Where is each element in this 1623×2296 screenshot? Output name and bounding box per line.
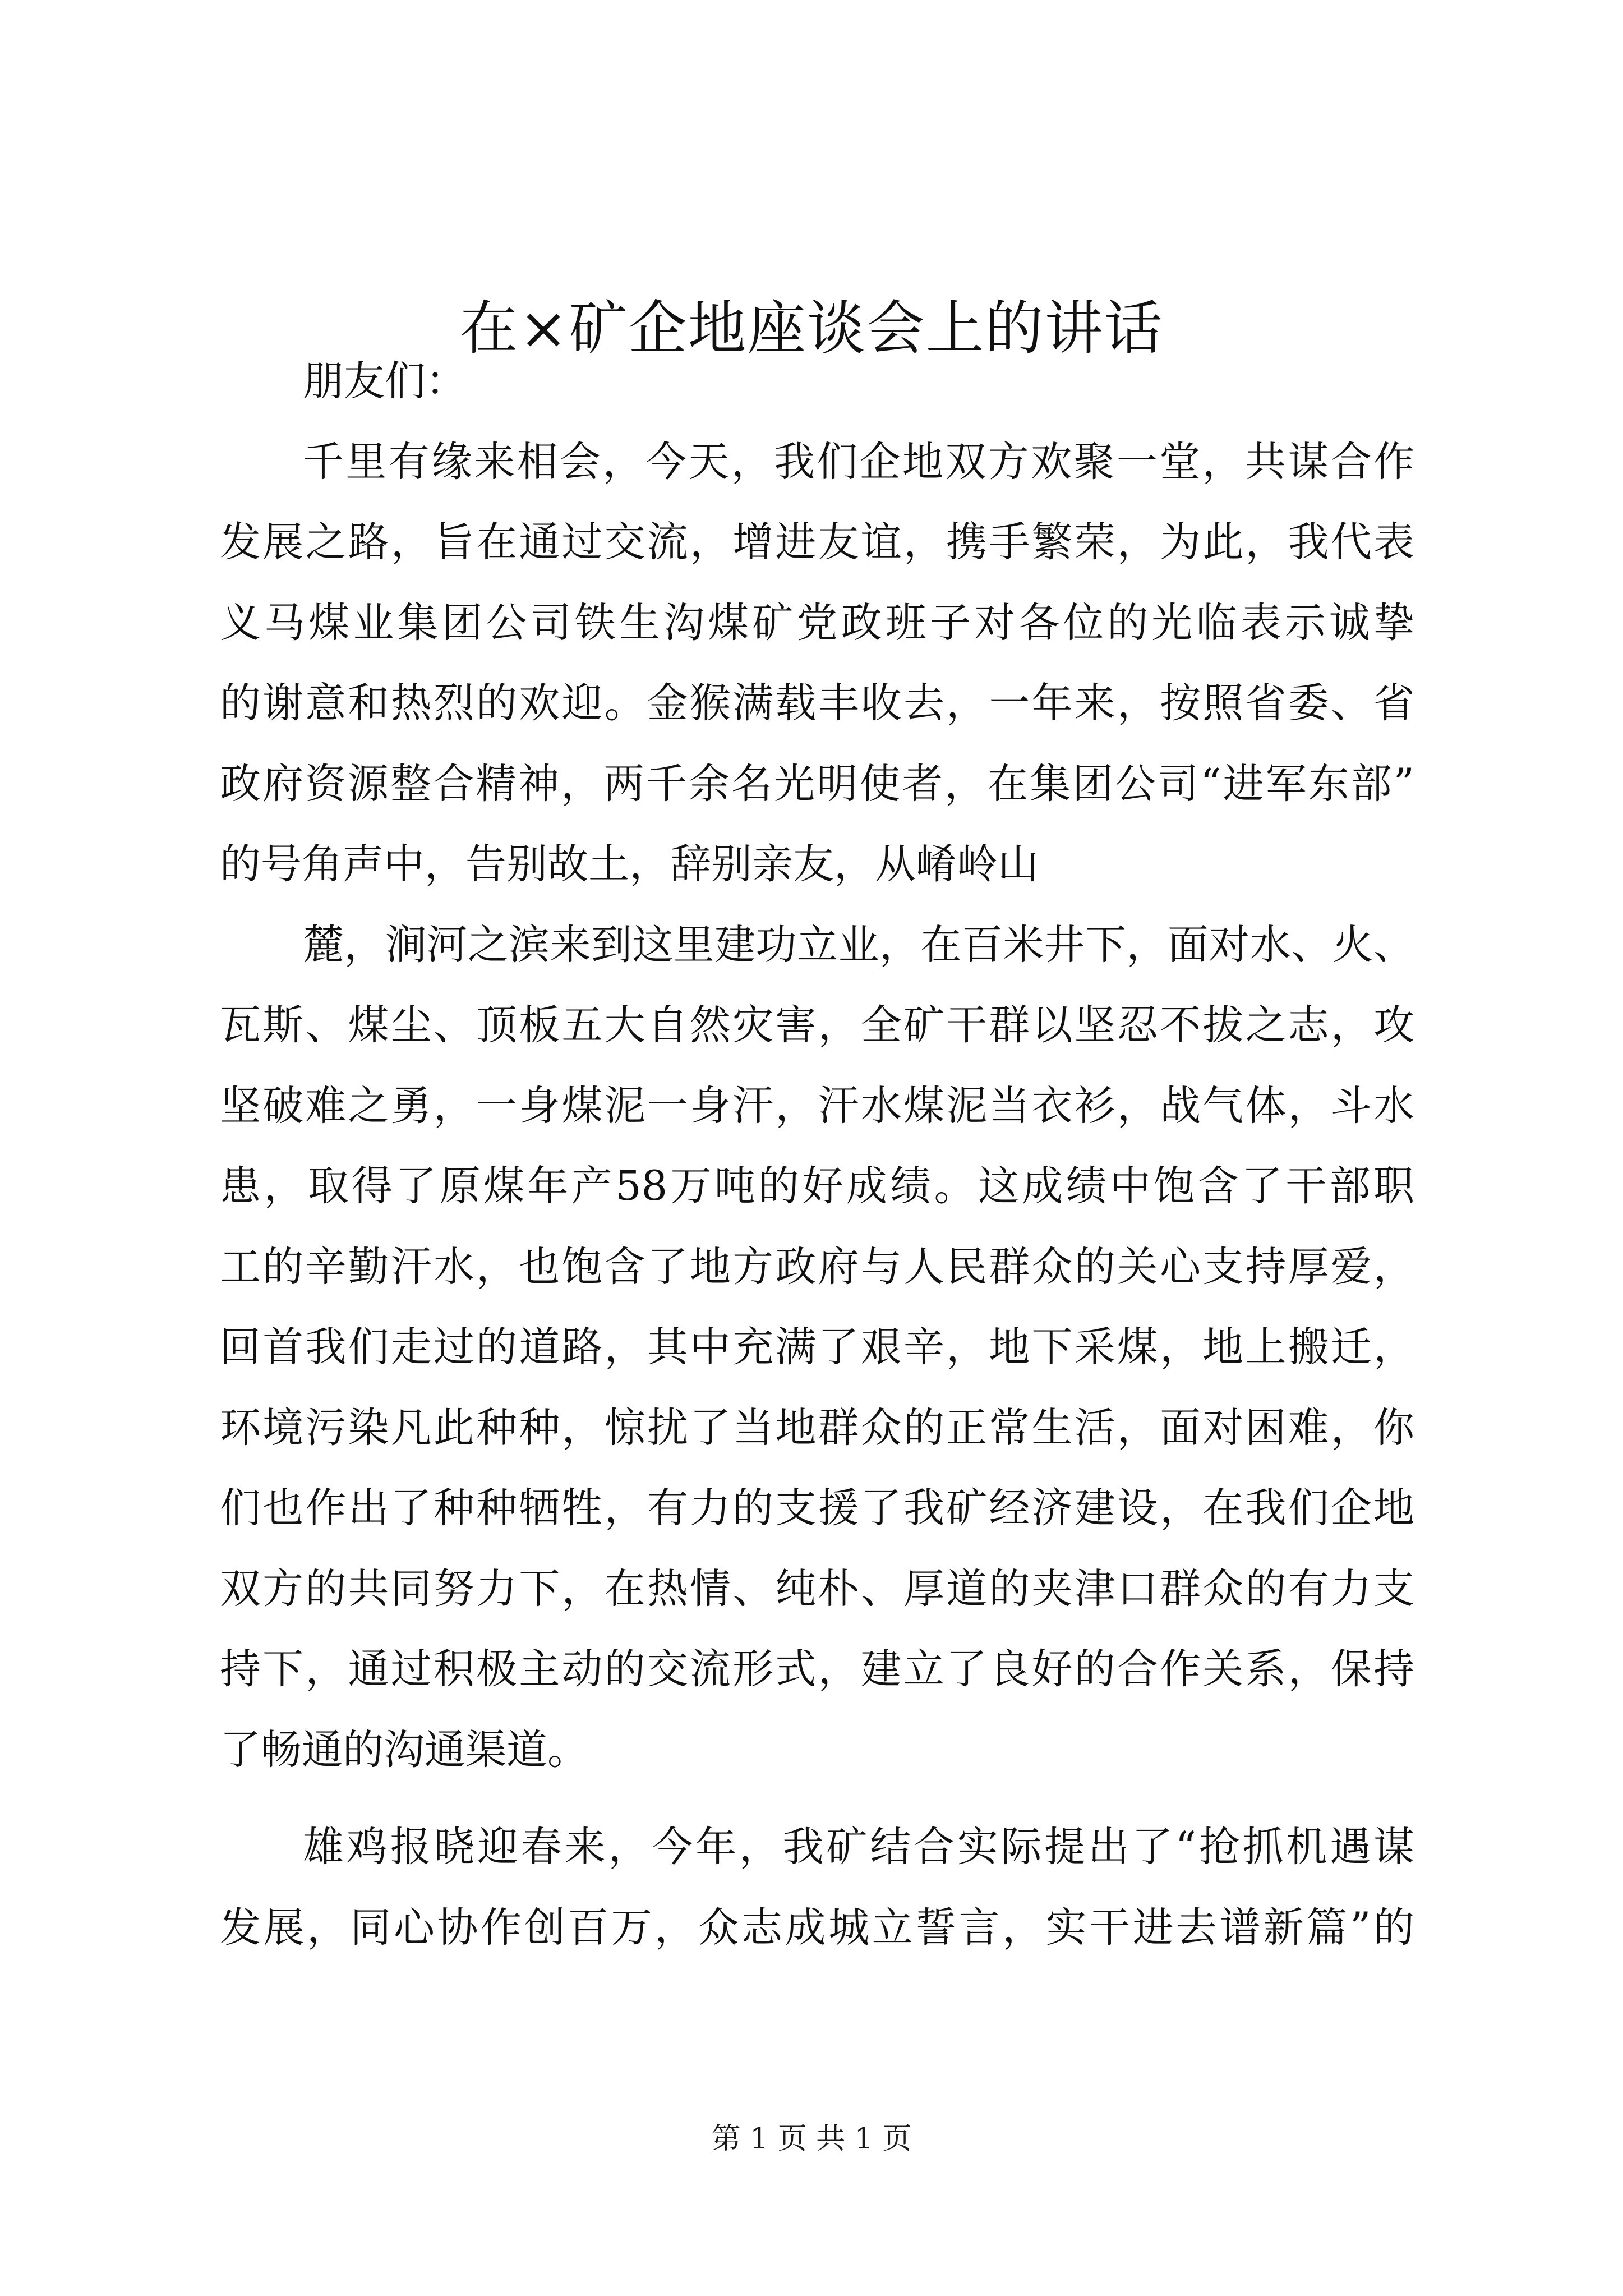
- document-body: [220, 341, 1414, 1968]
- paragraph-gap: [220, 1790, 1414, 1807]
- paragraph-line: 工的辛勤汗水，也饱含了地方政府与人民群众的关心支持厚爱，: [220, 1243, 1414, 1291]
- document-title: 在×矿企地座谈会上的讲话: [459, 294, 1164, 362]
- paragraph-line: 了畅通的沟通渠道。: [220, 1726, 588, 1774]
- paragraph-line: 瓦斯、煤尘、顶板五大自然灾害，全矿干群以坚忍不拔之志，攻: [220, 1001, 1414, 1049]
- paragraph-line: 义马煤业集团公司铁生沟煤矿党政班子对各位的光临表示诚挚: [220, 599, 1414, 647]
- paragraph-line: 雄鸡报晓迎春来，今年，我矿结合实际提出了“抢抓机遇谋: [303, 1823, 1414, 1871]
- paragraph-line: 环境污染凡此种种，惊扰了当地群众的正常生活，面对困难，你: [220, 1404, 1414, 1452]
- paragraph-line: 千里有缘来相会，今天，我们企地双方欢聚一堂，共谋合作: [303, 438, 1414, 486]
- paragraph-line: 麓，涧河之滨来到这里建功立业，在百米井下，面对水、火、: [303, 921, 1414, 969]
- paragraph-line: 发展，同心协作创百万，众志成城立誓言，实干进去谱新篇”的: [220, 1903, 1414, 1952]
- paragraph-line: 发展之路，旨在通过交流，增进友谊，携手繁荣，为此，我代表: [220, 518, 1414, 566]
- paragraph-line: 回首我们走过的道路，其中充满了艰辛，地下采煤，地上搬迁，: [220, 1323, 1414, 1371]
- paragraph-line: 们也作出了种种牺牲，有力的支援了我矿经济建设，在我们企地: [220, 1484, 1414, 1532]
- paragraph-line: 的谢意和热烈的欢迎。金猴满载丰收去，一年来，按照省委、省: [220, 679, 1414, 727]
- paragraph-line: 坚破难之勇，一身煤泥一身汗，汗水煤泥当衣衫，战气体，斗水: [220, 1082, 1414, 1130]
- paragraph-line: 政府资源整合精神，两千余名光明使者，在集团公司“进军东部”: [220, 760, 1414, 808]
- paragraph-line: 的号角声中，告别故土，辞别亲友，从崤岭山: [220, 840, 1039, 888]
- page-footer: 第 1 页 共 1 页: [711, 2122, 912, 2156]
- paragraph-line: 患，取得了原煤年产58万吨的好成绩。这成绩中饱含了干部职: [220, 1162, 1414, 1210]
- salutation: 朋友们：: [303, 357, 467, 405]
- paragraph-line: 持下，通过积极主动的交流形式，建立了良好的合作关系，保持: [220, 1645, 1414, 1693]
- paragraph-line: 双方的共同努力下，在热情、纯朴、厚道的夹津口群众的有力支: [220, 1565, 1414, 1613]
